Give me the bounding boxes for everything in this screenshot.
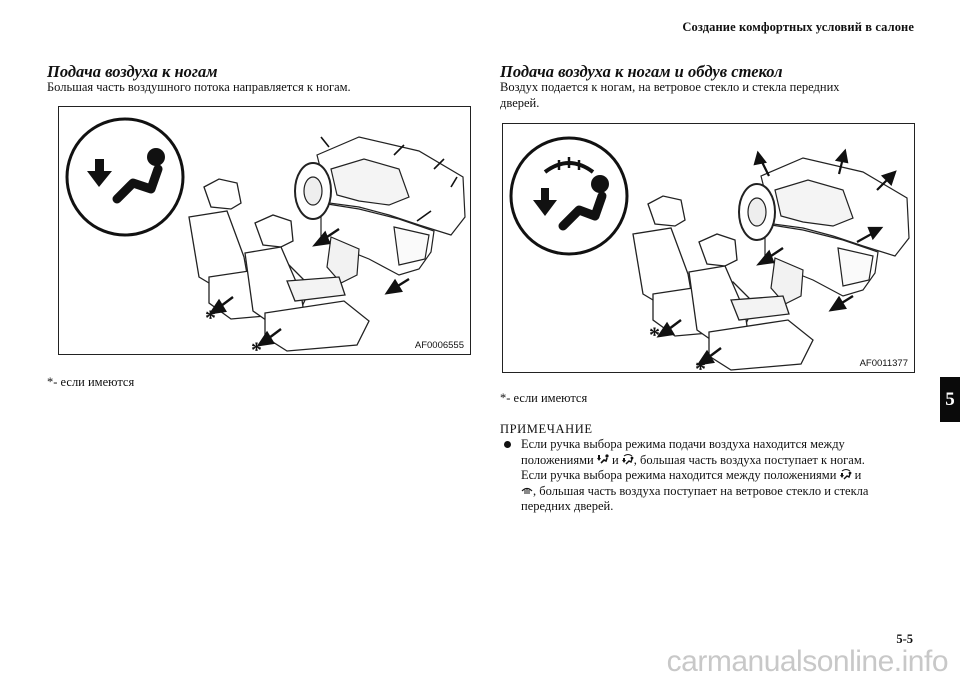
- foot-defrost-description-line1: Воздух подается к ногам, на ветровое стекло и стекла передних: [500, 80, 840, 94]
- asterisk-mark: *: [205, 305, 216, 330]
- figure-code: AF0006555: [414, 340, 464, 351]
- figure-foot-defrost-mode: [502, 123, 915, 373]
- foot-defrost-mini-icon: [622, 453, 634, 465]
- note-line: положениями и , большая часть воздуха поступает к ногам.: [521, 452, 865, 467]
- foot-mode-mini-icon: [597, 454, 609, 465]
- section-title-foot-mode: Подача воздуха к ногам: [47, 62, 218, 81]
- note-line: Если ручка выбора режима находится между положениями и: [521, 468, 862, 482]
- note-bullet-item: [521, 437, 916, 517]
- defrost-mini-icon: [521, 485, 533, 496]
- foot-mode-description: Большая часть воздушного потока направляется к ногам.: [47, 80, 351, 94]
- watermark: carmanualsonline.info: [666, 645, 948, 678]
- figure-code: AF0011377: [859, 358, 908, 369]
- footnote: *- если имеются: [47, 375, 135, 389]
- asterisk-mark: *: [695, 356, 706, 372]
- figure-foot-mode: [58, 106, 471, 355]
- foot-defrost-illustration: [503, 124, 914, 372]
- foot-defrost-mini-icon: [840, 468, 852, 480]
- note-line: передних дверей.: [521, 499, 614, 513]
- bullet-icon: [504, 441, 511, 448]
- foot-mode-symbol-icon: [67, 119, 183, 235]
- asterisk-mark: *: [649, 322, 660, 347]
- page-number: 5-5: [896, 632, 913, 646]
- running-header: Создание комфортных условий в салоне: [682, 20, 914, 34]
- note-line: , большая часть воздуха поступает на ветровое стекло и стекла: [521, 484, 916, 500]
- asterisk-mark: *: [251, 337, 262, 354]
- note-heading: ПРИМЕЧАНИЕ: [500, 422, 593, 436]
- foot-defrost-symbol-icon: [511, 138, 627, 254]
- chapter-tab: 5: [940, 377, 960, 422]
- foot-defrost-description-line2: дверей.: [500, 96, 540, 110]
- section-title-foot-defrost-mode: Подача воздуха к ногам и обдув стекол: [500, 62, 783, 81]
- foot-mode-illustration: [59, 107, 470, 354]
- note-line: Если ручка выбора режима подачи воздуха находится между: [521, 437, 845, 451]
- footnote: *- если имеются: [500, 391, 588, 405]
